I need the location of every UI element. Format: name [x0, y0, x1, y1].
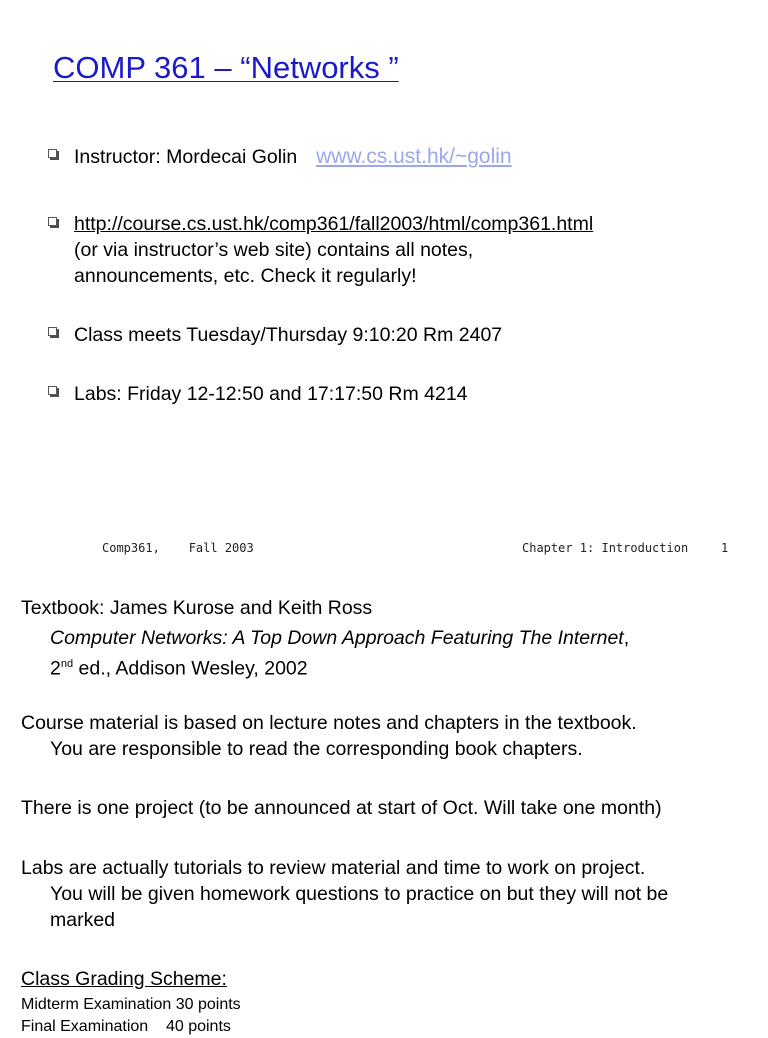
- book-title-line: [21, 625, 629, 651]
- labs-line-2: You will be given homework questions to practice on but they will not be: [50, 883, 669, 905]
- labs-text: Labs: Friday 12-12:50 and 17:17:50 Rm 4214: [74, 383, 468, 405]
- bullet-icon: [48, 149, 57, 158]
- edition-details: ed., Addison Wesley, 2002: [73, 657, 308, 680]
- edition-number: 2: [50, 657, 61, 680]
- course-site-block: [74, 211, 593, 289]
- edition-line: [21, 651, 308, 682]
- material-line-1: Course material is based on lecture notes and chapters in the textbook.: [21, 712, 637, 734]
- bullet-icon: [48, 327, 57, 336]
- instructor-label: Instructor: Mordecai Golin: [74, 146, 298, 168]
- footer-course: Comp361, Fall 2003: [102, 541, 254, 555]
- instructor-website-link[interactable]: www.cs.ust.hk/~golin: [316, 145, 512, 168]
- footer-chapter: Chapter 1: Introduction: [522, 541, 689, 555]
- book-title: Computer Networks: A Top Down Approach Featuring The Internet: [50, 627, 624, 649]
- labs-line-3: marked: [50, 909, 116, 931]
- grading-item-midterm: Midterm Examination 30 points: [21, 996, 241, 1013]
- instructor-line: [74, 144, 512, 170]
- bullet-icon: [48, 386, 57, 395]
- grading-heading: Class Grading Scheme:: [21, 968, 227, 990]
- class-meets-text: Class meets Tuesday/Thursday 9:10:20 Rm 2407: [74, 324, 503, 346]
- textbook-line: Textbook: James Kurose and Keith Ross: [21, 597, 373, 619]
- grading-item-final: Final Examination 40 points: [21, 1018, 231, 1035]
- project-line: There is one project (to be announced at start of Oct. Will take one month): [21, 797, 662, 819]
- course-note-line-1: (or via instructor’s web site) contains all notes,: [74, 239, 474, 261]
- book-title-comma: ,: [623, 627, 630, 649]
- bullet-icon: [48, 217, 57, 226]
- edition-suffix: nd: [60, 658, 74, 670]
- course-note-line-2: announcements, etc. Check it regularly!: [74, 265, 417, 287]
- footer-page-number: 1: [721, 541, 729, 555]
- labs-line-1: Labs are actually tutorials to review material and time to work on project.: [21, 857, 646, 879]
- material-line-2: You are responsible to read the corresponding book chapters.: [50, 738, 583, 760]
- slide-title: COMP 361 – “Networks ”: [53, 50, 399, 85]
- course-url-link[interactable]: http://course.cs.ust.hk/comp361/fall2003/html/comp361.html: [74, 213, 594, 235]
